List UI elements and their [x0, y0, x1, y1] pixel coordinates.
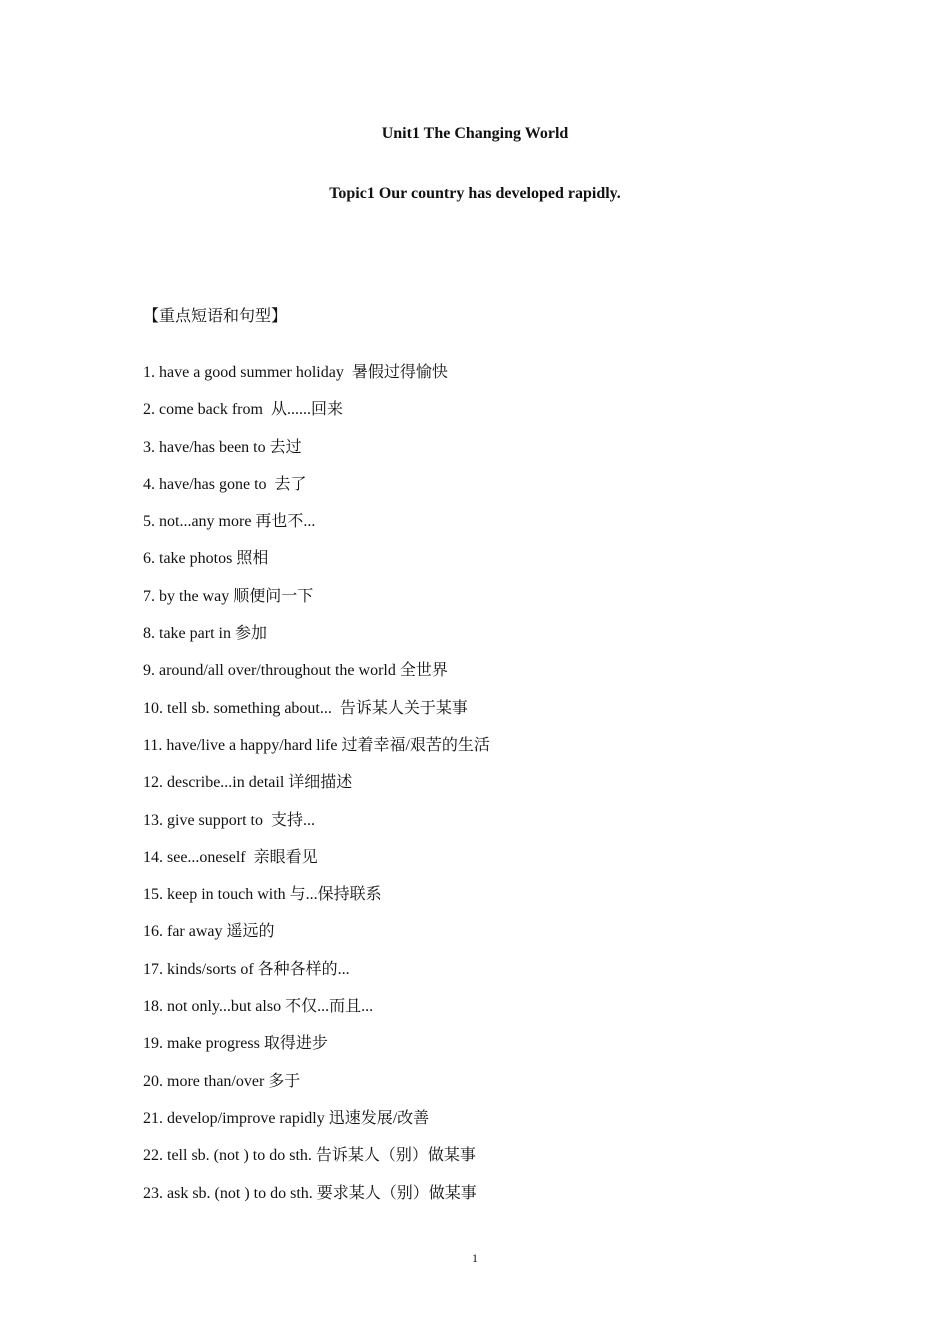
phrase-item: 3. have/has been to 去过 [143, 438, 302, 456]
phrase-item: 9. around/all over/throughout the world 全世界 [143, 662, 448, 680]
phrase-item: 20. more than/over 多于 [143, 1072, 301, 1090]
section-heading: 【重点短语和句型】 [143, 308, 288, 325]
phrase-item: 19. make progress 取得进步 [143, 1035, 328, 1053]
phrase-item: 8. take part in 参加 [143, 625, 267, 643]
phrase-item: 22. tell sb. (not ) to do sth. 告诉某人（别）做某事 [143, 1147, 476, 1165]
phrase-item: 4. have/has gone to 去了 [143, 475, 307, 493]
phrase-item: 12. describe...in detail 详细描述 [143, 774, 353, 792]
phrase-item: 21. develop/improve rapidly 迅速发展/改善 [143, 1109, 430, 1127]
phrase-item: 10. tell sb. something about... 告诉某人关于某事 [143, 699, 468, 717]
phrase-item: 13. give support to 支持... [143, 811, 315, 829]
phrase-item: 16. far away 遥远的 [143, 923, 275, 941]
phrase-item: 5. not...any more 再也不... [143, 513, 316, 531]
phrase-item: 23. ask sb. (not ) to do sth. 要求某人（别）做某事 [143, 1184, 477, 1202]
phrase-item: 18. not only...but also 不仅...而且... [143, 998, 374, 1016]
phrase-item: 6. take photos 照相 [143, 550, 269, 568]
phrase-item: 14. see...oneself 亲眼看见 [143, 848, 318, 866]
phrase-item: 17. kinds/sorts of 各种各样的... [143, 960, 350, 978]
phrase-item: 1. have a good summer holiday 暑假过得愉快 [143, 364, 448, 381]
topic-title: Topic1 Our country has developed rapidly. [329, 185, 621, 202]
page-number: 1 [472, 1251, 478, 1265]
unit-title: Unit1 The Changing World [381, 125, 569, 142]
phrase-item: 2. come back from 从......回来 [143, 401, 343, 419]
phrase-item: 7. by the way 顺便问一下 [143, 587, 314, 605]
phrase-item: 11. have/live a happy/hard life 过着幸福/艰苦的生活 [143, 736, 490, 754]
phrase-list [143, 362, 490, 1220]
phrase-item: 15. keep in touch with 与...保持联系 [143, 886, 382, 904]
